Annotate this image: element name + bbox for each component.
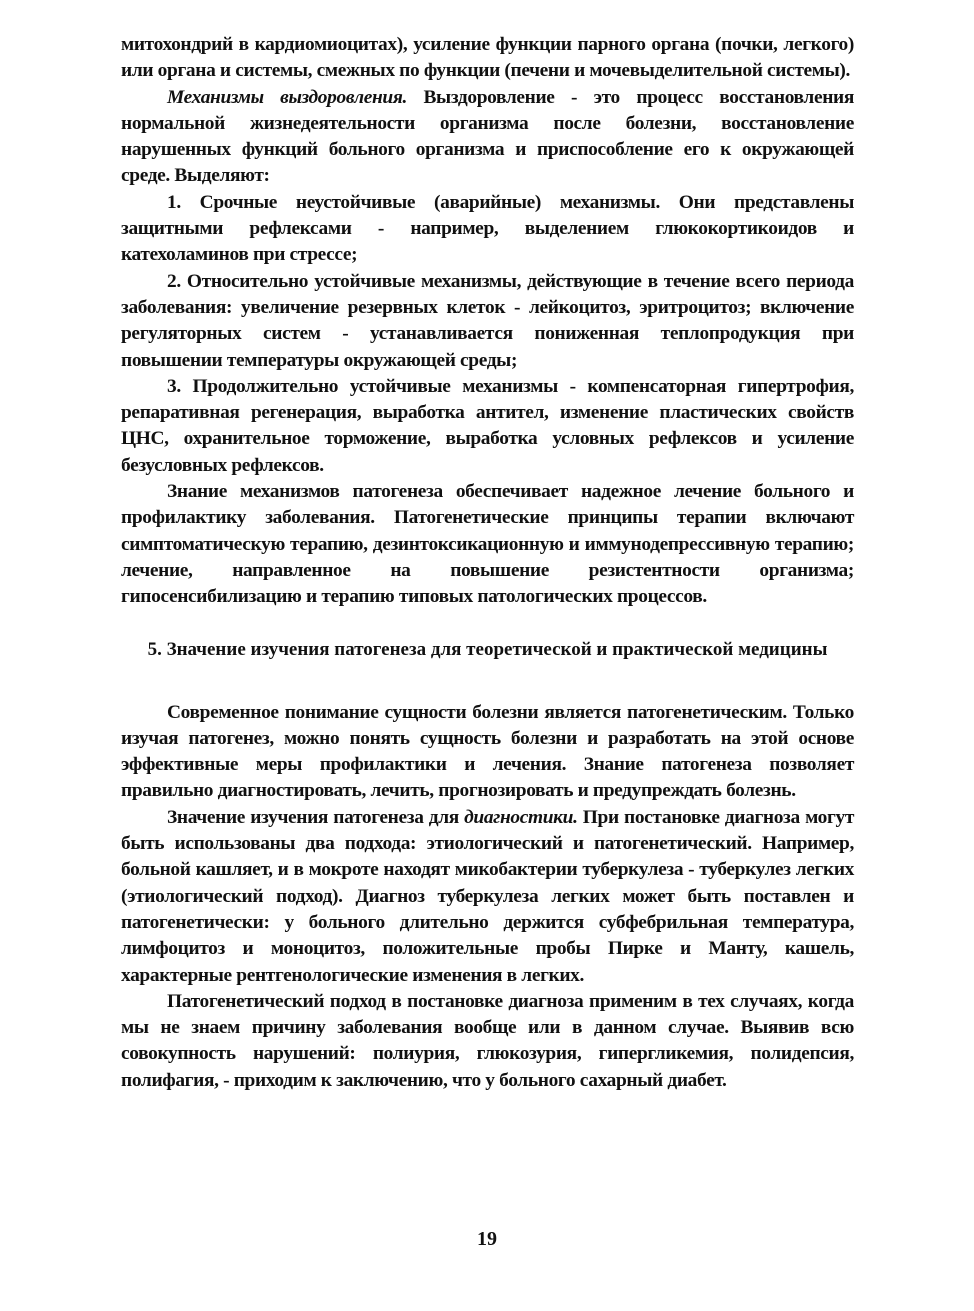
- page-text: [121, 32, 854, 1094]
- section-spacer: [121, 611, 854, 637]
- paragraph-recovery-mechanisms: [121, 85, 854, 190]
- paragraph-continuation: митохондрий в кардиомиоцитах), усиление функции парного органа (почки, легкого) или органа и системы, смежных по функции (печени и мочевыделительной системы).: [121, 34, 854, 82]
- paragraph-therapy-principles: Знание механизмов патогенеза обеспечивает надежное лечение больного и профилактику заболевания. Патогенетические принципы терапии включают симптоматическую терапию, дезинтоксикационную и иммунодепрессивную терапию; лечение, направленное на повышение резистентности организма; гипосенсибилизацию и терапию типовых патологических процессов.: [121, 481, 854, 608]
- page-number: 19: [477, 1228, 497, 1250]
- paragraph-diagnostics: [121, 805, 854, 989]
- list-item-urgent-mechanisms: 1. Срочные неустойчивые (аварийные) механизмы. Они представлены защитными рефлексами - например, выделением глюкокортикоидов и катехоламинов при стрессе;: [121, 191, 854, 266]
- recovery-mechanisms-text: Выздоровление - это процесс восстановления нормальной жизнедеятельности организма после болезни, восстановление нарушенных функций больного организма и приспособление его к окружающей среде. Выделяют:: [121, 86, 854, 187]
- diagnostics-term: диагностики.: [464, 806, 578, 828]
- paragraph-modern-understanding: Современное понимание сущности болезни является патогенетическим. Только изучая патогенез, можно понять сущность болезни и разработать на этой основе эффективные меры профилактики и лечения. Знание патогенеза позволяет правильно диагностировать, лечить, прогнозировать и предупреждать болезнь.: [121, 701, 854, 802]
- section-spacer: [121, 662, 854, 700]
- recovery-mechanisms-term: Механизмы выздоровления.: [167, 86, 407, 108]
- diagnostics-text: При постановке диагноза могут быть использованы два подхода: этиологический и патогенетический. Например, больной кашляет, и в мокроте находят микобактерии туберкулеза - туберкулез легких (этиологический подход). Диагноз туберкулеза легких может быть поставлен и патогенетически: у больного длительно держится субфебрильная температура, лимфоцитоз и моноцитоз, положительные пробы Пирке и Манту, кашель, характерные рентгенологические изменения в легких.: [121, 806, 854, 986]
- paragraph-pathogenetic-approach: Патогенетический подход в постановке диагноза применим в тех случаях, когда мы не знаем причину заболевания вообще или в данном случае. Выявив всю совокупность нарушений: полиурия, глюкозурия, гипергликемия, полидепсия, полифагия, - приходим к заключению, что у больного сахарный диабет.: [121, 990, 854, 1091]
- list-item-long-term-mechanisms: 3. Продолжительно устойчивые механизмы - компенсаторная гипертрофия, репаративная регенерация, выработка антител, изменение пластических свойств ЦНС, охранительное торможение, выработка условных рефлексов и усиление безусловных рефлексов.: [121, 375, 854, 476]
- section-heading: 5. Значение изучения патогенеза для теоретической и практической медицины: [147, 638, 828, 660]
- list-item-relatively-stable-mechanisms: 2. Относительно устойчивые механизмы, действующие в течение всего периода заболевания: увеличение резервных клеток - лейкоцитоз, эритроцитоз; включение регуляторных систем - устанавливается пониженная теплопродукция при повышении температуры окружающей среды;: [121, 270, 854, 371]
- diagnostics-lead: Значение изучения патогенеза для: [167, 806, 465, 828]
